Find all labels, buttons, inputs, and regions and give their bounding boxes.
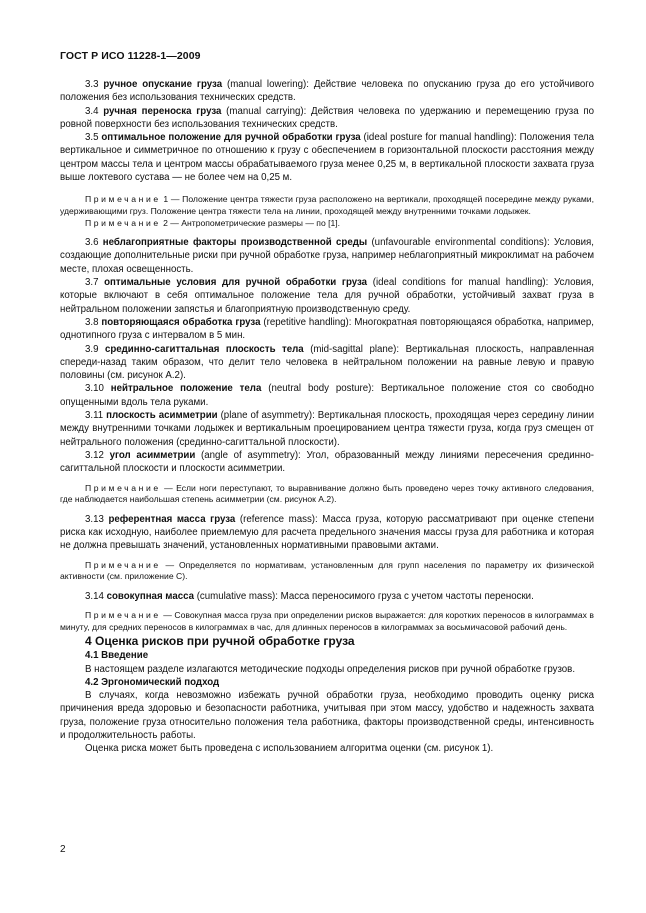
definition-3-9: 3.9 срединно-сагиттальная плоскость тела (mid-sagittal plane): Вертикальная плоскость, направленная спереди-назад таким образом, что делит тело человека в нейтральном положении на равные левую и правую половины (см. рисунок А.2). (60, 343, 594, 382)
definition-3-5: 3.5 оптимальное положение для ручной обработки груза (ideal posture for manual handling): Положения тела вертикальное и симметричное по отношению к грузу с обеспечением в горизонтальной плоскости расстояния между центром массы тела и центром массы обрабатываемого груза менее 0,25 м, в вертикальной плоскости захвата груза выше локтевого сустава — не более чем на 0,25 м. (60, 132, 594, 184)
definition-3-6: 3.6 неблагоприятные факторы производственной среды (unfavourable environmental conditions): Условия, создающие дополнительные риски при ручной обработке груза, например неблагоприятный микроклимат на рабочем месте, плохая освещенность. (60, 237, 594, 275)
definition-3-8: 3.8 повторяющаяся обработка груза (repetitive handling): Многократная повторяющаяся обработка, например, однотипного груза с интервалом в 5 мин. (60, 316, 594, 342)
definition-3-10: 3.10 нейтральное положение тела (neutral body posture): Вертикальное положение стоя со свободно опущенными вдоль тела руками. (60, 383, 594, 408)
note-3-14: Примечание — Совокупная масса груза при определении рисков выражается: для коротких переносов в килограммах в минуту, для средних переносов в килограммах в час, для длинных переносов в килограммах за восьмичасовой рабочий день. (60, 610, 594, 632)
paragraph-4-2-2: Оценка риска может быть проведена с использованием алгоритма оценки (см. рисунок 1). (85, 743, 494, 755)
definition-3-11: 3.11 плоскость асимметрии (plane of asymmetry): Вертикальная плоскость, проходящая через середину линии между внутренними точками лодыжек и вертикальным проецированием центра тяжести груза, когда груз смещен от нейтрального положения (срединно-сагиттальной плоскости). (60, 410, 594, 448)
note-3-13: Примечание — Определяется по нормативам, установленным для групп населения по параметру их физической активности (см. приложение С). (60, 559, 594, 582)
subsection-4-2-title: 4.2 Эргономический подход (85, 676, 220, 688)
definition-3-12: 3.12 угол асимметрии (angle of asymmetry): Угол, образованный между линиями пересечения срединно-сагиттальной плоскости и плоскости асимметрии. (60, 449, 594, 475)
paragraph-4-1: В настоящем разделе излагаются методические подходы определения рисков при ручной обработке грузов. (85, 663, 576, 675)
definition-3-13: 3.13 референтная масса груза (reference mass): Масса груза, которую рассматривают при оценке степени риска как исходную, наиболее приемлемую для расчета предельного значения массы груза для работника и которая не должна превышать значений, установленных нормативными правовыми актами. (60, 513, 594, 552)
section-4-title: 4 Оценка рисков при ручной обработке груза (85, 634, 355, 649)
document-body (60, 78, 594, 756)
note-3-12: Примечание — Если ноги переступают, то выравнивание должно быть проведено через точку активного следования, где наблюдается наибольшая степень асимметрии (см. рисунок А.2). (60, 482, 594, 505)
page-number: 2 (60, 844, 66, 855)
paragraph-4-2: В случаях, когда невозможно избежать ручной обработки груза, необходимо проводить оценку риска причинения вреда здоровью и безопасности работника, учитывая при этом массу, удобство и надежность захвата груза, положение груза относительно положения тела работника, факторы производственной среды, интенсивность и продолжительность работы. (60, 690, 594, 742)
document-header: ГОСТ Р ИСО 11228-1—2009 (60, 50, 201, 62)
definition-3-4: 3.4 ручная переноска груза (manual carrying): Действия человека по удержанию и перемещению груза по ровной поверхности без использования технических средств. (60, 105, 595, 130)
note-3-5-1: Примечание 1 — Положение центра тяжести груза расположено на вертикали, проходящей посередине между руками, удерживающими груз. Положение центра тяжести тела на линии, проходящей между внутренними точками лодыжек. (60, 194, 594, 216)
definition-3-7: 3.7 оптимальные условия для ручной обработки груза (ideal conditions for manual handling): Условия, которые включают в себя оптимальное положение тела для ручной обработки, устойчивый захват груза в нейтральном положении запястья и благоприятную производственную среду. (60, 277, 594, 315)
note-3-5-2: Примечание 2 — Антропометрические размеры — по [1]. (85, 217, 341, 228)
subsection-4-1-title: 4.1 Введение (85, 650, 149, 662)
definition-3-14: 3.14 совокупная масса (cumulative mass): Масса переносимого груза с учетом частоты переноски. (85, 590, 534, 602)
definition-3-3: 3.3 ручное опускание груза (manual lowering): Действие человека по опусканию груза до его устойчивого положения без использования технических средств. (60, 79, 594, 104)
